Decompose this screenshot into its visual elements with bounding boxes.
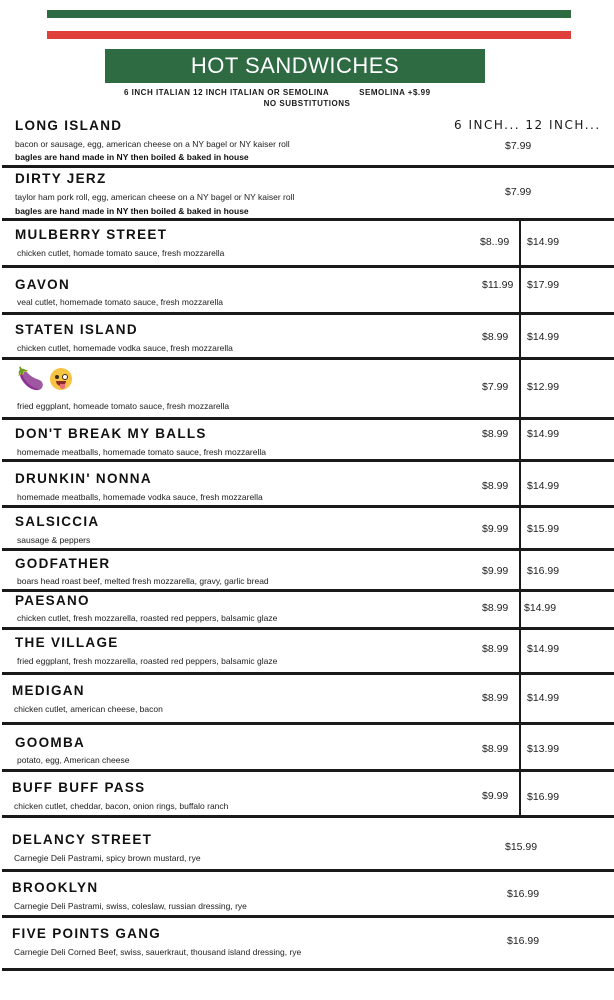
top-red-stripe xyxy=(47,31,571,39)
item-price-12-inch: $14.99 xyxy=(527,236,560,248)
item-price-6-inch: $8.99 xyxy=(482,643,509,655)
item-price: $16.99 xyxy=(507,935,540,947)
item-name: DELANCY STREET xyxy=(12,832,153,847)
item-price-12-inch: $14.99 xyxy=(527,692,560,704)
item-price-6-inch: $8.99 xyxy=(482,743,509,755)
item-price-6-inch: $7.99 xyxy=(482,381,509,393)
item-name: SALSICCIA xyxy=(15,514,100,529)
item-price-12-inch: $16.99 xyxy=(527,791,560,803)
item-price-12-inch: $15.99 xyxy=(527,523,560,535)
item-description: Carnegie Deli Corned Beef, swiss, sauerkraut, thousand island dressing, rye xyxy=(14,947,302,957)
item-price: $7.99 xyxy=(505,186,532,198)
item-name: DRUNKIN' NONNA xyxy=(15,471,152,486)
row-divider xyxy=(2,218,614,221)
top-green-stripe xyxy=(47,10,571,18)
row-divider xyxy=(2,589,614,592)
item-name: MULBERRY STREET xyxy=(15,227,168,242)
item-name: DON'T BREAK MY BALLS xyxy=(15,426,207,441)
semolina-upcharge: SEMOLINA +$.99 xyxy=(359,88,431,97)
item-description: taylor ham pork roll, egg, american cheese on a NY bagel or NY kaiser roll xyxy=(15,192,295,202)
row-divider xyxy=(2,915,614,918)
eggplant-icon: 🍆 xyxy=(17,367,45,392)
item-price-6-inch: $9.99 xyxy=(482,523,509,535)
item-price-6-inch: $8..99 xyxy=(480,236,510,248)
item-description: chicken cutlet, cheddar, bacon, onion rings, buffalo ranch xyxy=(14,801,229,811)
item-name: GODFATHER xyxy=(15,556,111,571)
item-description: Carnegie Deli Pastrami, swiss, coleslaw, russian dressing, rye xyxy=(14,901,247,911)
item-description: Carnegie Deli Pastrami, spicy brown mustard, rye xyxy=(14,853,201,863)
row-divider xyxy=(2,357,614,360)
row-divider xyxy=(2,815,614,818)
item-price-6-inch: $8.99 xyxy=(482,480,509,492)
item-price-12-inch: $14.99 xyxy=(527,428,560,440)
item-price-6-inch: $11.99 xyxy=(482,279,514,291)
item-price-12-inch: $17.99 xyxy=(527,279,560,291)
item-name: FIVE POINTS GANG xyxy=(12,926,162,941)
item-price: $7.99 xyxy=(505,140,532,152)
item-description: chicken cutlet, homade tomato sauce, fresh mozzarella xyxy=(17,248,225,258)
item-description: bacon or sausage, egg, american cheese on a NY bagel or NY kaiser roll xyxy=(15,139,290,149)
item-name: LONG ISLAND xyxy=(15,118,123,133)
row-divider xyxy=(2,459,614,462)
bread-options-text: 6 INCH ITALIAN 12 INCH ITALIAN OR SEMOLINA xyxy=(124,88,330,97)
item-price-6-inch: $8.99 xyxy=(482,331,509,343)
section-title: HOT SANDWICHES xyxy=(105,49,485,83)
row-divider xyxy=(2,165,614,168)
item-description: chicken cutlet, fresh mozzarella, roasted red peppers, balsamic glaze xyxy=(17,613,278,623)
item-name: GAVON xyxy=(15,277,71,292)
row-divider xyxy=(2,417,614,420)
price-column-divider xyxy=(519,220,521,815)
item-name: PAESANO xyxy=(15,593,90,608)
row-divider xyxy=(2,968,614,971)
item-description: homemade meatballs, homemade tomato sauce, fresh mozzarella xyxy=(17,447,266,457)
row-divider xyxy=(2,312,614,315)
item-name: STATEN ISLAND xyxy=(15,322,138,337)
row-divider xyxy=(2,869,614,872)
item-name: THE VILLAGE xyxy=(15,635,119,650)
item-description: veal cutlet, homemade tomato sauce, fresh mozzarella xyxy=(17,297,223,307)
zany-face-icon xyxy=(50,368,72,390)
item-description: chicken cutlet, american cheese, bacon xyxy=(14,704,163,714)
item-price-6-inch: $9.99 xyxy=(482,565,509,577)
row-divider xyxy=(2,627,614,630)
item-name: BUFF BUFF PASS xyxy=(12,780,146,795)
item-note: bagles are hand made in NY then boiled & baked in house xyxy=(15,152,249,162)
item-description: chicken cutlet, homemade vodka sauce, fresh mozzarella xyxy=(17,343,233,353)
item-price-12-inch: $14.99 xyxy=(527,643,560,655)
bread-options xyxy=(124,88,431,97)
item-description: boars head roast beef, melted fresh mozzarella, gravy, garlic bread xyxy=(17,576,269,586)
item-price-6-inch: $8.99 xyxy=(482,692,509,704)
item-price-12-inch: $14.99 xyxy=(527,331,560,343)
row-divider xyxy=(2,769,614,772)
item-description: fried eggplant, fresh mozzarella, roasted red peppers, balsamic glaze xyxy=(17,656,278,666)
item-price: $15.99 xyxy=(505,841,538,853)
item-price-6-inch: $8.99 xyxy=(482,602,509,614)
item-price-6-inch: $9.99 xyxy=(482,790,509,802)
item-price-6-inch: $8.99 xyxy=(482,428,509,440)
item-description: potato, egg, American cheese xyxy=(17,755,130,765)
item-emoji-name xyxy=(17,368,72,392)
item-price: $16.99 xyxy=(507,888,540,900)
item-price-12-inch: $16.99 xyxy=(527,565,560,577)
item-name: GOOMBA xyxy=(15,735,86,750)
item-price-12-inch: $14.99 xyxy=(527,480,560,492)
row-divider xyxy=(2,505,614,508)
size-heading: 6 INCH... 12 INCH... xyxy=(454,118,601,132)
item-name: BROOKLYN xyxy=(12,880,99,895)
item-price-12-inch: $13.99 xyxy=(527,743,560,755)
no-substitutions: NO SUBSTITUTIONS xyxy=(263,99,351,108)
item-description: homemade meatballs, homemade vodka sauce, fresh mozzarella xyxy=(17,492,263,502)
item-note: bagles are hand made in NY then boiled & baked in house xyxy=(15,206,249,216)
item-price-12-inch: $14.99 xyxy=(524,602,557,614)
item-name: DIRTY JERZ xyxy=(15,171,107,186)
row-divider xyxy=(2,265,614,268)
item-description: sausage & peppers xyxy=(17,535,91,545)
item-name: MEDIGAN xyxy=(12,683,85,698)
row-divider xyxy=(2,672,614,675)
row-divider xyxy=(2,722,614,725)
row-divider xyxy=(2,548,614,551)
item-price-12-inch: $12.99 xyxy=(527,381,560,393)
item-description: fried eggplant, homeade tomato sauce, fresh mozzarella xyxy=(17,401,230,411)
